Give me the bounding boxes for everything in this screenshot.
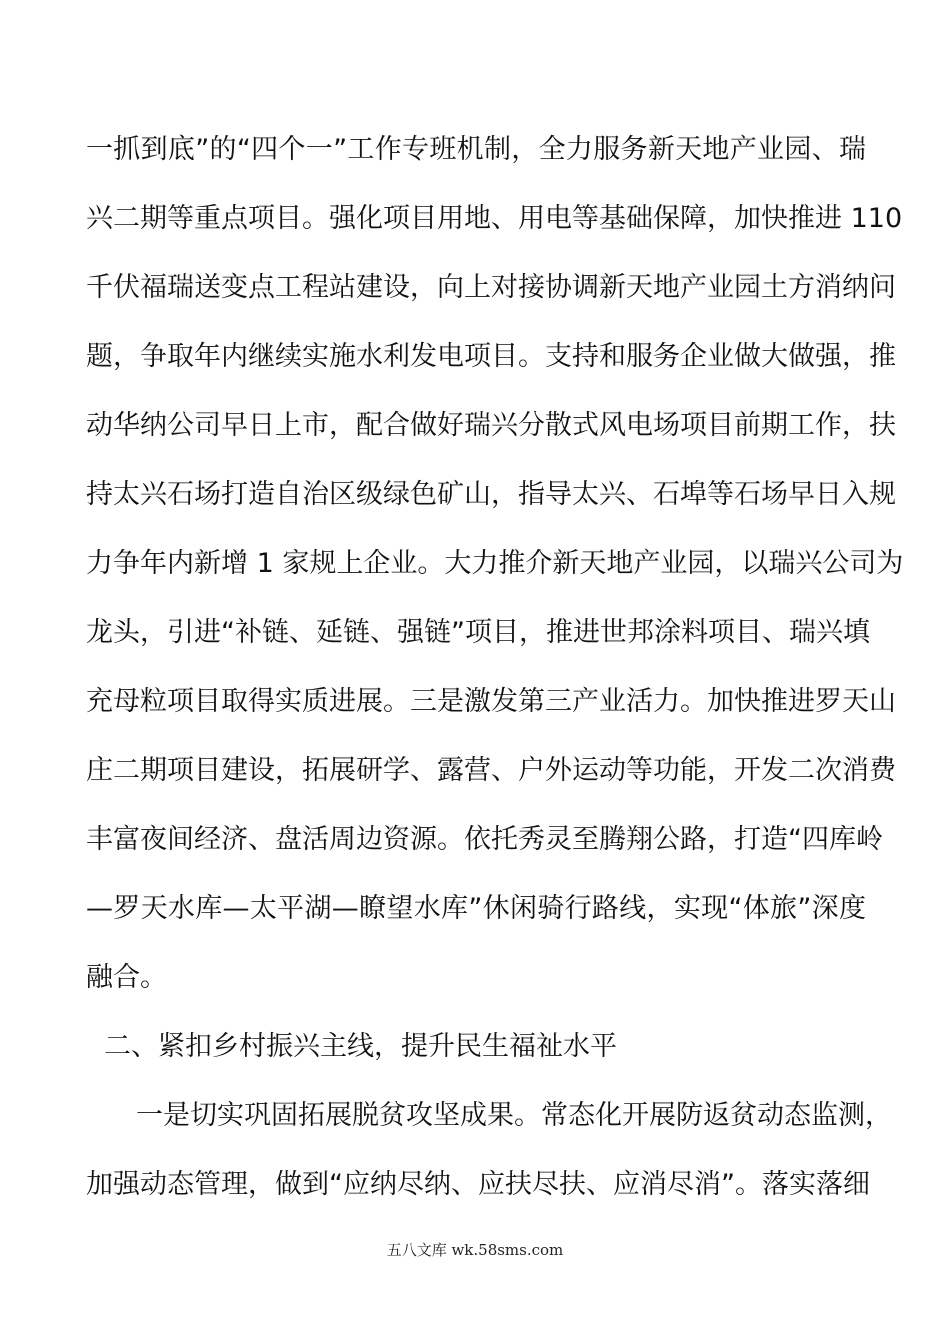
footer-watermark: 五八文库 wk.58sms.com [386,1241,564,1259]
body-text-line: 千伏福瑞送变点工程站建设，向上对接协调新天地产业园土方消纳问 [86,272,896,303]
body-text-line: —罗天水库—太平湖—瞭望水库”休闲骑行路线，实现“体旅”深度 [86,893,866,924]
body-text-line: 丰富夜间经济、盘活周边资源。依托秀灵至腾翔公路，打造“四库岭 [86,824,883,855]
body-text-line: 持太兴石场打造自治区级绿色矿山，指导太兴、石埠等石场早日入规 [86,479,896,510]
body-text-line: 力争年内新增 1 家规上企业。大力推介新天地产业园，以瑞兴公司为 [86,548,904,579]
body-text-line: 融合。 [86,962,167,993]
body-text-line: 庄二期项目建设，拓展研学、露营、户外运动等功能，开发二次消费 [86,755,896,786]
body-text-line: 题，争取年内继续实施水利发电项目。支持和服务企业做大做强，推 [86,341,896,372]
body-text-line: 龙头，引进“补链、延链、强链”项目，推进世邦涂料项目、瑞兴填 [86,617,870,648]
body-text-line: 兴二期等重点项目。强化项目用地、用电等基础保障，加快推进 110 [86,203,903,234]
body-text-line: 一抓到底”的“四个一”工作专班机制，全力服务新天地产业园、瑞 [86,134,866,165]
body-text-line: 动华纳公司早日上市，配合做好瑞兴分散式风电场项目前期工作，扶 [86,410,896,441]
body-text-line: 加强动态管理，做到“应纳尽纳、应扶尽扶、应消尽消”。落实落细 [86,1169,870,1200]
body-text-line: 一是切实巩固拓展脱贫攻坚成果。常态化开展防返贫动态监测， [136,1100,892,1131]
section-heading: 二、紧扣乡村振兴主线，提升民生福祉水平 [104,1031,617,1062]
body-text-line: 充母粒项目取得实质进展。三是激发第三产业活力。加快推进罗天山 [86,686,896,717]
